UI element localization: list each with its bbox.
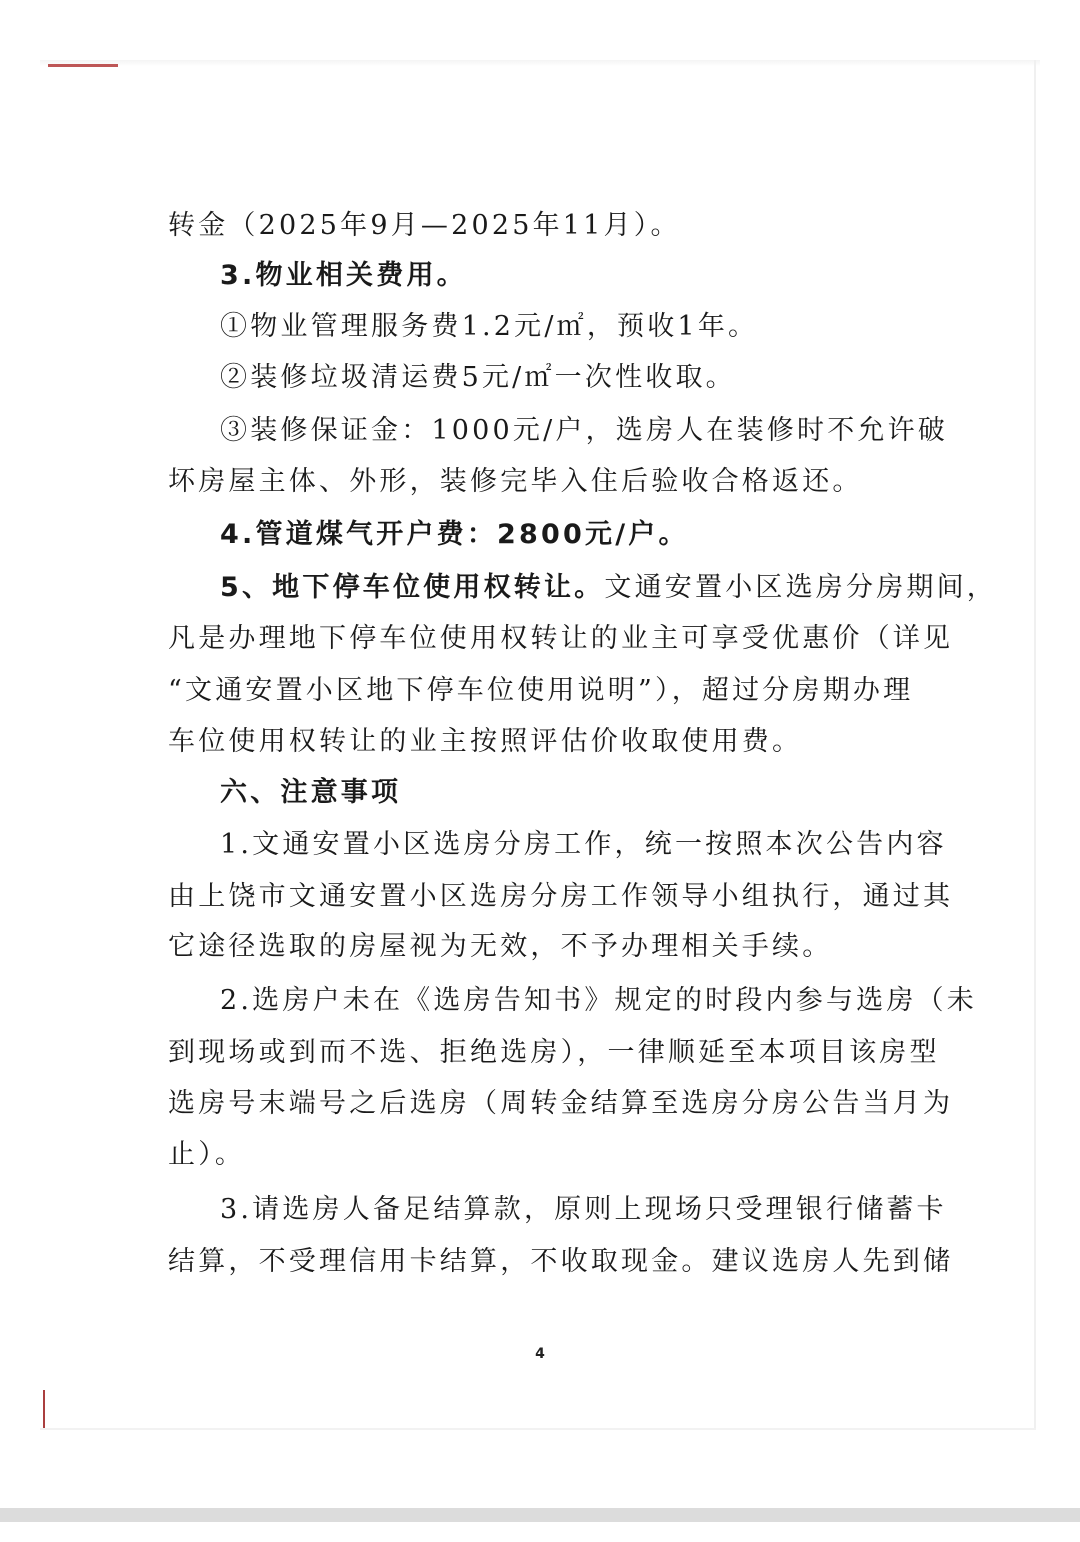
paragraph-line: 坏房屋主体、外形，装修完毕入住后验收合格返还。 (168, 466, 863, 497)
section-heading-notes: 六、注意事项 (220, 777, 402, 808)
viewer-bottom-bar (0, 1508, 1080, 1522)
paragraph-line: 3.请选房人备足结算款，原则上现场只受理银行储蓄卡 (220, 1194, 947, 1225)
section-heading-parking: 5、地下停车位使用权转让。 (220, 572, 605, 603)
section-heading-property-fees: 3.物业相关费用。 (220, 260, 467, 291)
page-bottom-edge (40, 1428, 1036, 1430)
red-seal-fragment-top (48, 64, 118, 67)
page-top-edge (40, 60, 1040, 66)
page-right-edge (1034, 60, 1036, 1430)
list-item: ②装修垃圾清运费5元/㎡一次性收取。 (220, 362, 736, 393)
paragraph-line: 转金（2025年9月—2025年11月）。 (168, 210, 681, 241)
page-number: 4 (535, 1346, 545, 1362)
paragraph-line: 由上饶市文通安置小区选房分房工作领导小组执行，通过其 (168, 881, 954, 912)
paragraph-line: 凡是办理地下停车位使用权转让的业主可享受优惠价（详见 (168, 623, 954, 654)
paragraph-line: 2.选房户未在《选房告知书》规定的时段内参与选房（未 (220, 985, 977, 1016)
paragraph-line: 到现场或到而不选、拒绝选房），一律顺延至本项目该房型 (168, 1037, 940, 1068)
paragraph-text: 文通安置小区选房分房期间， (604, 572, 997, 603)
paragraph-line: 1.文通安置小区选房分房工作，统一按照本次公告内容 (220, 829, 947, 860)
section-heading-gas-fee: 4.管道煤气开户费：2800元/户。 (220, 519, 689, 550)
red-seal-fragment-left (43, 1390, 45, 1430)
paragraph-line: “文通安置小区地下停车位使用说明”），超过分房期办理 (168, 675, 914, 706)
paragraph-line: 结算，不受理信用卡结算，不收取现金。建议选房人先到储 (168, 1246, 954, 1277)
list-item: ①物业管理服务费1.2元/㎡，预收1年。 (220, 311, 759, 342)
paragraph-line: 止）。 (168, 1139, 246, 1170)
list-item: ③装修保证金：1000元/户，选房人在装修时不允许破 (220, 415, 949, 446)
paragraph-line: 选房号末端号之后选房（周转金结算至选房分房公告当月为 (168, 1088, 954, 1119)
paragraph-line-parking (220, 570, 997, 606)
paragraph-line: 车位使用权转让的业主按照评估价收取使用费。 (168, 726, 803, 757)
paragraph-line: 它途径选取的房屋视为无效，不予办理相关手续。 (168, 931, 833, 962)
